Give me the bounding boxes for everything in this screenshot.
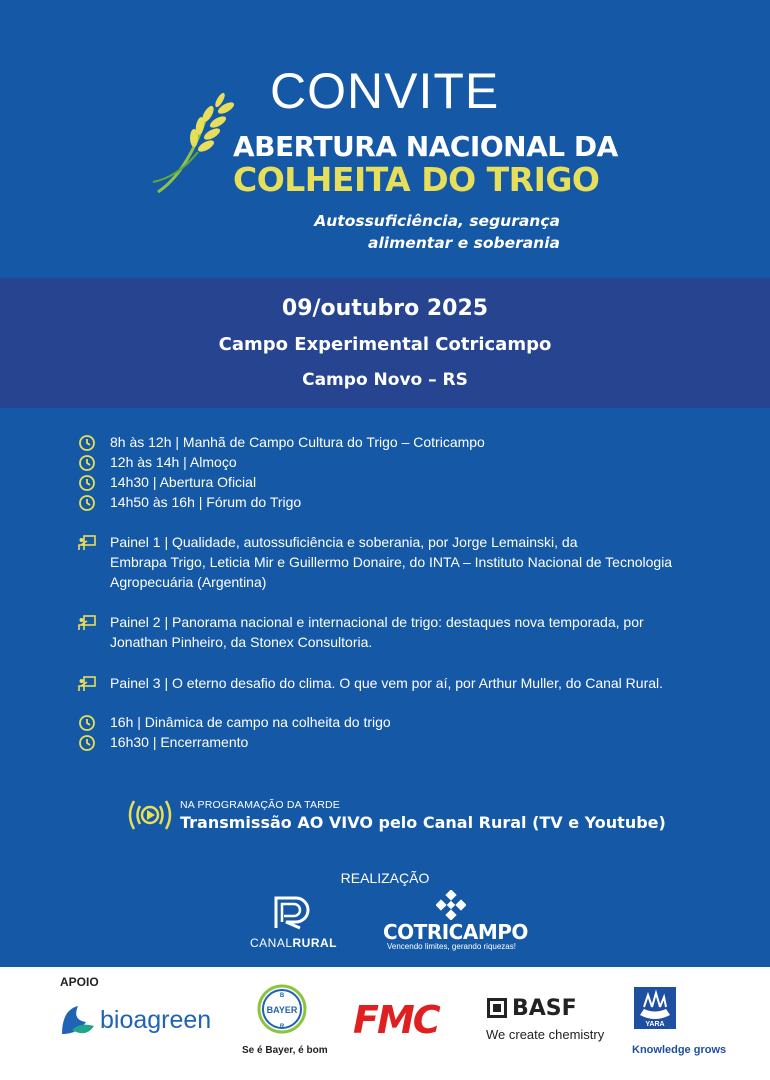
live-title: Transmissão AO VIVO pelo Canal Rural (TV e Youtube) — [180, 813, 666, 832]
subtitle-line-2: alimentar e soberania — [368, 234, 560, 252]
live-broadcast-icon — [126, 797, 174, 833]
schedule-text: 14h50 às 16h | Fórum do Trigo — [110, 494, 302, 510]
svg-text:BAYER: BAYER — [266, 1005, 298, 1015]
schedule-text: 8h às 12h | Manhã de Campo Cultura do Trigo – Cotricampo — [110, 434, 485, 450]
panel-line: Agropecuária (Argentina) — [110, 574, 267, 590]
clock-icon — [78, 434, 96, 452]
event-date: 09/outubro 2025 — [281, 296, 489, 321]
realizacao-label: REALIZAÇÃO — [340, 870, 430, 886]
bioagreen-logo-text: bioagreen — [100, 1006, 212, 1034]
panel-2 — [78, 612, 738, 652]
bayer-tagline: Se é Bayer, é bom — [242, 1045, 328, 1056]
panel-line: Jonathan Pinheiro, da Stonex Consultoria. — [110, 634, 373, 650]
clock-icon — [78, 454, 96, 472]
basf-square-icon — [487, 998, 507, 1018]
rural-word: RURAL — [292, 936, 338, 950]
clock-icon — [78, 714, 96, 732]
convite-heading: CONVITE — [270, 63, 500, 119]
bayer-logo-icon — [256, 983, 308, 1035]
schedule-text: 14h30 | Abertura Oficial — [110, 474, 257, 490]
schedule-text: 16h | Dinâmica de campo na colheita do trigo — [110, 714, 391, 730]
panel-line: Embrapa Trigo, Leticia Mir e Guillermo Donaire, do INTA – Instituto Nacional de Tecnologia — [110, 554, 673, 570]
svg-text:R: R — [279, 1024, 285, 1030]
panel-3 — [78, 673, 738, 693]
yara-tagline: Knowledge grows — [632, 1044, 727, 1056]
basf-word: BASF — [512, 996, 577, 1021]
subtitle-line-1: Autossuficiência, segurança — [314, 212, 560, 230]
fmc-logo: FMC — [353, 998, 439, 1042]
panel-item — [78, 532, 738, 552]
schedule-item — [78, 452, 738, 472]
canal-word: CANAL — [250, 936, 293, 950]
panel-line: Painel 1 | Qualidade, autossuficiência e soberania, por Jorge Lemainski, da — [110, 534, 578, 550]
schedule-text: 12h às 14h | Almoço — [110, 454, 237, 470]
schedule-item — [78, 712, 738, 732]
schedule-item — [78, 472, 738, 492]
canal-rural-logo-icon — [270, 892, 314, 932]
apoio-label: APOIO — [60, 975, 99, 989]
schedule-morning — [78, 432, 738, 512]
svg-text:B: B — [279, 993, 285, 999]
schedule-item — [78, 432, 738, 452]
live-caption: NA PROGRAMAÇÃO DA TARDE — [180, 799, 340, 811]
panel-1 — [78, 532, 738, 592]
panel-line: Painel 3 | O eterno desafio do clima. O que vem por aí, por Arthur Muller, do Canal Rural. — [110, 675, 664, 691]
clock-icon — [78, 734, 96, 752]
event-venue: Campo Experimental Cotricampo — [218, 334, 552, 355]
schedule-item — [78, 492, 738, 512]
basf-logo — [512, 996, 577, 1021]
cotricampo-logo-icon — [436, 890, 466, 920]
panel-item — [78, 612, 738, 632]
basf-tagline: We create chemistry — [486, 1027, 605, 1042]
cotricampo-tagline: Vencendo limites, gerando riquezas! — [387, 942, 516, 951]
presentation-icon — [78, 675, 96, 693]
event-city: Campo Novo – RS — [302, 370, 468, 390]
schedule-item — [78, 732, 738, 752]
title-line-1: ABERTURA NACIONAL DA — [233, 130, 618, 163]
panel-item — [78, 673, 738, 693]
svg-text:YARA: YARA — [645, 1021, 665, 1028]
canal-rural-logo-text — [250, 936, 337, 950]
yara-logo-icon — [634, 987, 676, 1029]
presentation-icon — [78, 534, 96, 552]
title-line-2: COLHEITA DO TRIGO — [233, 160, 600, 199]
bioagreen-logo-icon — [58, 1000, 98, 1040]
cotricampo-logo-text: COTRICAMPO — [383, 920, 528, 944]
clock-icon — [78, 474, 96, 492]
clock-icon — [78, 494, 96, 512]
schedule-text: 16h30 | Encerramento — [110, 734, 249, 750]
schedule-afternoon — [78, 712, 738, 752]
panel-line: Painel 2 | Panorama nacional e internacional de trigo: destaques nova temporada, por — [110, 614, 644, 630]
presentation-icon — [78, 614, 96, 632]
